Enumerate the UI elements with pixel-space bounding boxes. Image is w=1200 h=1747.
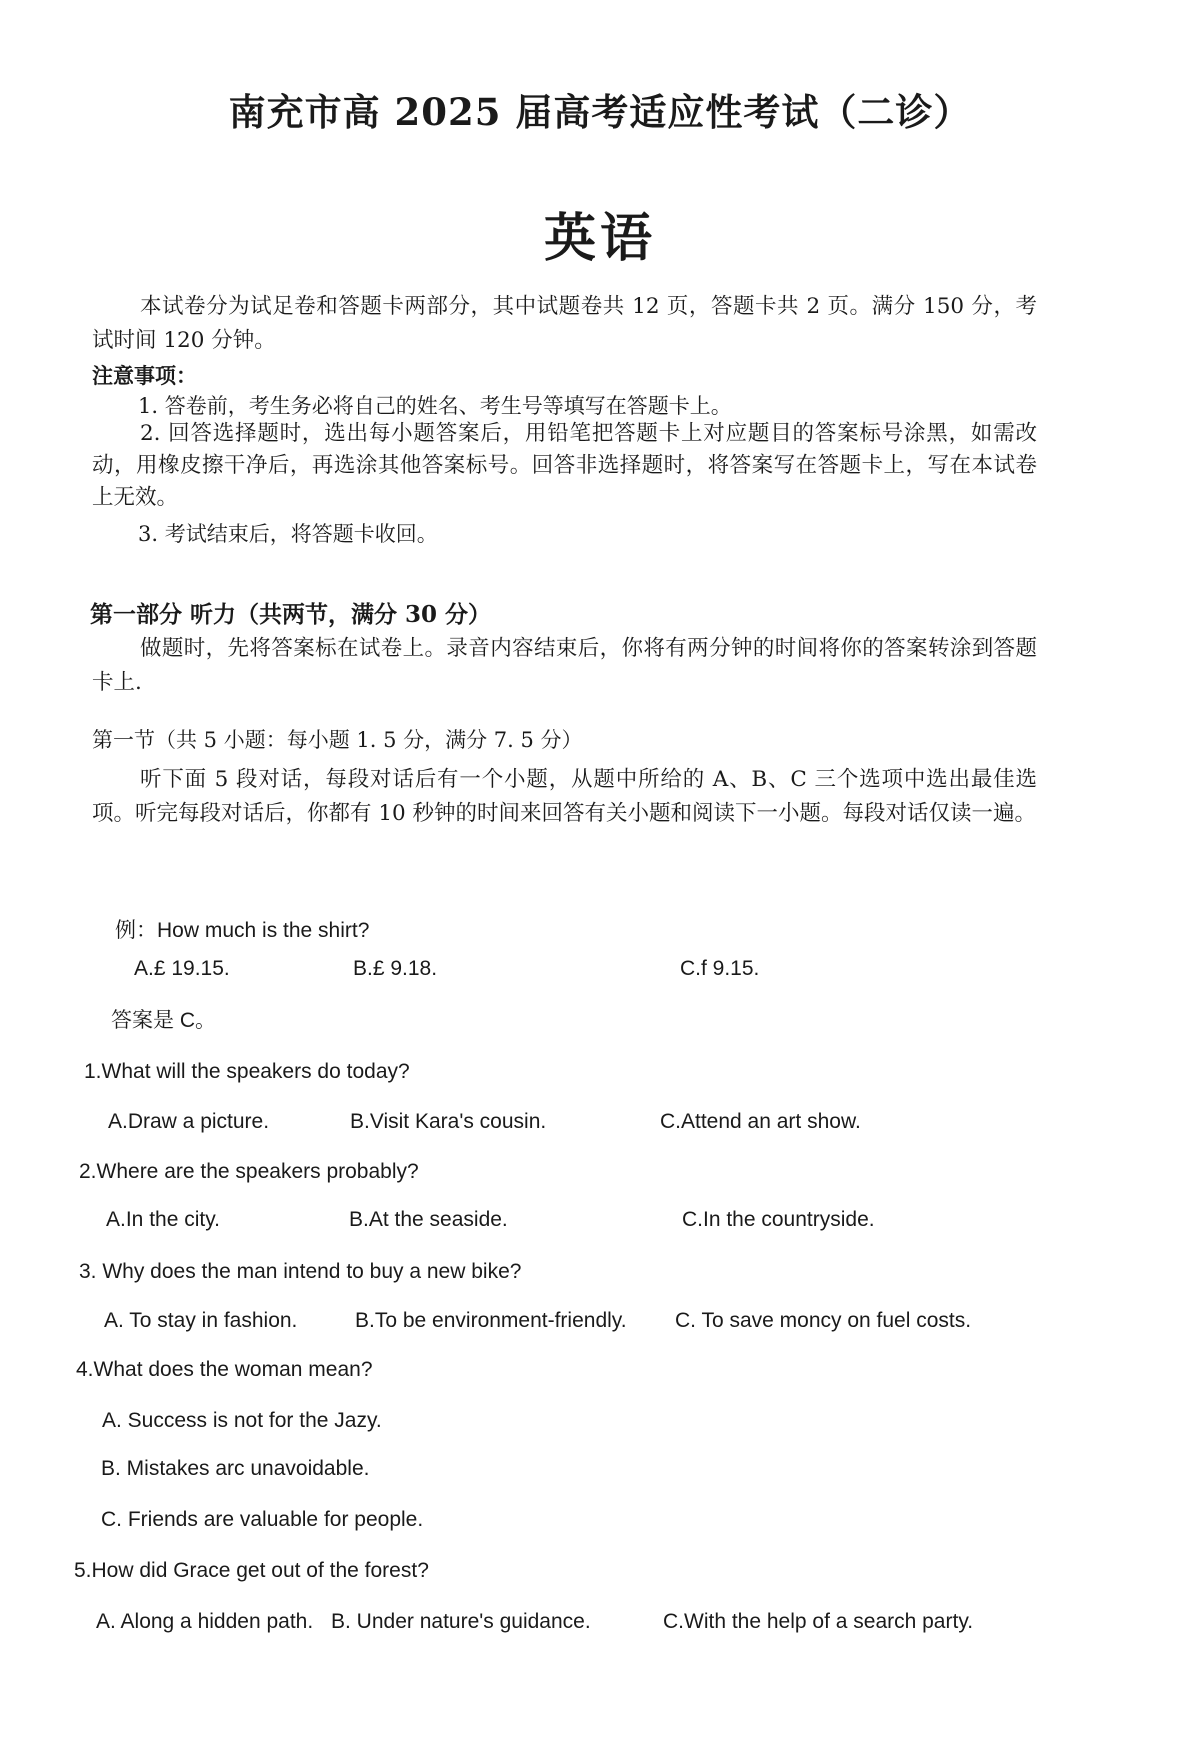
q5-option-c: C.With the help of a search party.	[663, 1610, 974, 1633]
q4-option-b: B. Mistakes arc unavoidable.	[101, 1457, 370, 1480]
example-option-b: B.£ 9.18.	[353, 957, 438, 980]
intro-paragraph: 本试卷分为试足卷和答题卡两部分，其中试题卷共 12 页，答题卡共 2 页。满分 150 分，考试时间 120 分钟。	[92, 294, 1037, 353]
question-1: 1.What will the speakers do today?	[84, 1060, 410, 1083]
q5-option-b: B. Under nature's guidance.	[331, 1610, 591, 1633]
q2-option-b: B.At the seaside.	[349, 1208, 508, 1231]
q4-option-c: C. Friends are valuable for people.	[101, 1508, 424, 1531]
q3-option-a: A. To stay in fashion.	[104, 1309, 298, 1332]
q3-option-c: C. To save moncy on fuel costs.	[675, 1309, 972, 1332]
part1-instruction: 做题时，先将答案标在试卷上。录音内容结束后，你将有两分钟的时间将你的答案转涂到答题卡上.	[92, 636, 1037, 695]
notice-item-1: 1. 答卷前，考生务必将自己的姓名、考生号等填写在答题卡上。	[138, 394, 732, 418]
q5-option-a: A. Along a hidden path.	[96, 1610, 314, 1633]
q4-option-a: A. Success is not for the Jazy.	[102, 1409, 382, 1432]
notice-item-2: 2. 回答选择题时，选出每小题答案后，用铅笔把答题卡上对应题目的答案标号涂黑，如需改动，用橡皮擦干净后，再选涂其他答案标号。回答非选择题时，将答案写在答题卡上，写在本试卷上无效。	[92, 421, 1037, 510]
notice-item-3: 3. 考试结束后，将答题卡收回。	[138, 522, 438, 546]
question-4: 4.What does the woman mean?	[76, 1358, 373, 1381]
example-question: 例：How much is the shirt?	[115, 919, 370, 942]
subject-title: 英语	[543, 208, 656, 269]
exam-title: 南充市高 2025 届高考适应性考试（二诊）	[228, 90, 972, 134]
part1-heading: 第一部分 听力（共两节，满分 30 分）	[90, 601, 492, 628]
q1-option-c: C.Attend an art show.	[660, 1110, 861, 1133]
question-2: 2.Where are the speakers probably?	[79, 1160, 419, 1183]
q1-option-b: B.Visit Kara's cousin.	[350, 1110, 547, 1133]
question-3: 3. Why does the man intend to buy a new bike?	[79, 1260, 522, 1283]
section1-heading: 第一节（共 5 小题：每小题 1. 5 分，满分 7. 5 分）	[92, 728, 583, 752]
q2-option-a: A.In the city.	[106, 1208, 220, 1231]
example-option-c: C.f 9.15.	[680, 957, 760, 980]
q3-option-b: B.To be environment-friendly.	[355, 1309, 627, 1332]
notice-heading: 注意事项：	[92, 363, 197, 388]
question-5: 5.How did Grace get out of the forest?	[74, 1559, 429, 1582]
section1-instruction: 听下面 5 段对话，每段对话后有一个小题，从题中所给的 A、B、C 三个选项中选出最佳选项。听完每段对话后，你都有 10 秒钟的时间来回答有关小题和阅读下一小题。每段对话仅读一遍。	[92, 767, 1037, 826]
q2-option-c: C.In the countryside.	[682, 1208, 875, 1231]
example-answer: 答案是 C。	[111, 1009, 216, 1032]
example-option-a: A.£ 19.15.	[134, 957, 230, 980]
q1-option-a: A.Draw a picture.	[108, 1110, 270, 1133]
